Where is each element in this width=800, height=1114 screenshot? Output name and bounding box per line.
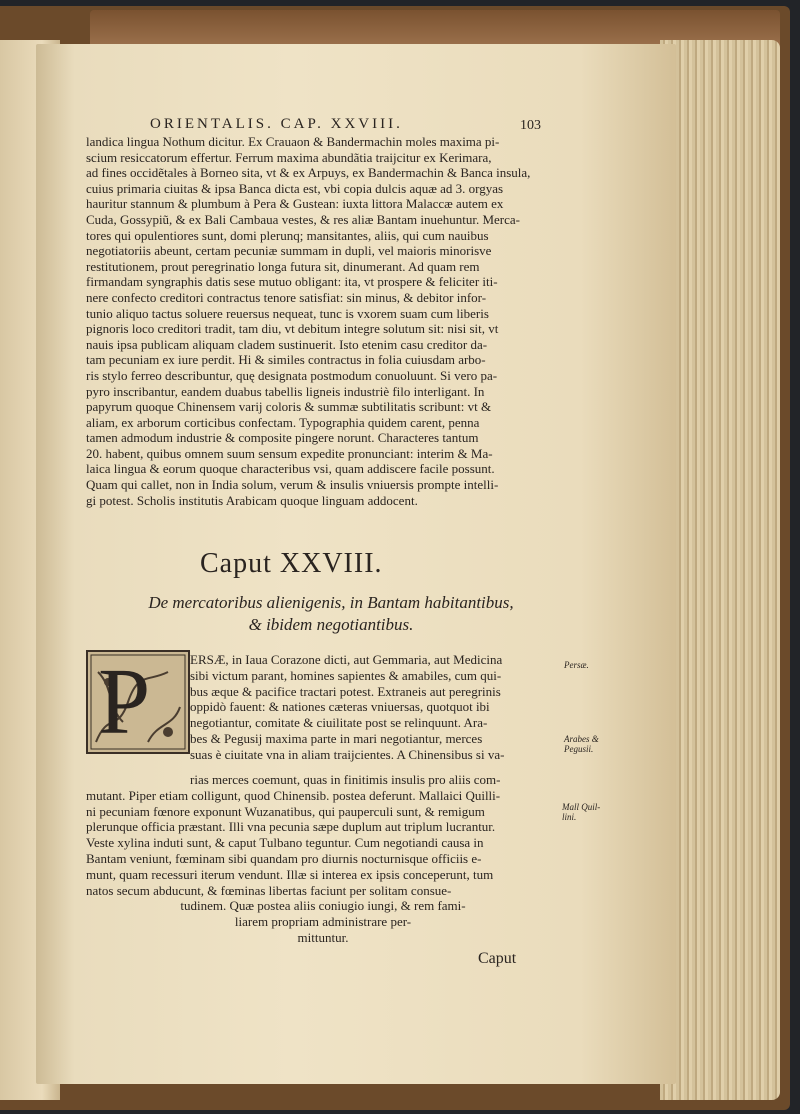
paragraph-continued <box>86 772 560 946</box>
text-line: negotiantur, comitate & ciuilitate post se relinquunt. Ara- <box>190 715 488 731</box>
catchword: Caput <box>478 950 517 967</box>
text-line: tudinem. Quæ postea aliis coniugio iungi, & rem fami- <box>180 898 466 914</box>
text-line: aliam, ex arborum corticibus confectam. Typographia quidem carent, penna <box>86 414 480 430</box>
subtitle-line: & ibidem negotiantibus. <box>248 615 414 634</box>
text-line: munt, quam recessuri iterum vendunt. Illæ si interea ex ipsis conceperunt, tum <box>86 866 494 882</box>
text-line: scium resiccatorum effertur. Ferrum maxima abundãtia traijcitur ex Kerimara, <box>86 149 492 165</box>
text-line: liarem propriam administrare per- <box>234 914 412 930</box>
text-line: Veste xylina induti sunt, & caput Tulbano teguntur. Cum negotiandi causa in <box>86 835 484 851</box>
text-line: Quam qui callet, non in India solum, verum & insulis vniuersis prompte intelli- <box>86 477 499 493</box>
text-line: ERSÆ, in Iaua Corazone dicti, aut Gemmaria, aut Medicina <box>190 652 503 667</box>
text-line: rias merces coemunt, quas in finitimis insulis pro aliis com- <box>190 772 501 787</box>
text-line: Bantam veniunt, fœminam sibi quandam pro diurnis nocturnisque officiis e- <box>86 850 482 866</box>
text-line: suas è ciuitate vna in aliam traijcientes. A Chinensibus si va- <box>190 746 505 762</box>
text-line: gi potest. Scholis institutis Arabicam quoque linguam addocent. <box>86 492 418 508</box>
initial-letter: P <box>98 650 151 754</box>
text-line: nauis ipsa publicam aliquam cladem sustinuerit. Isto etenim casu creditor da- <box>86 336 488 352</box>
text-line: tamen admodum industrie & composite pingere norunt. Characteres tantum <box>86 430 479 446</box>
text-line: bes & Pegusij maxima parte in mari negotiantur, merces <box>190 730 483 746</box>
text-line: negotiatoriis abeunt, certam pecuniæ summam in dupli, vel maioris minorisve <box>86 243 492 259</box>
page-stack <box>660 40 780 1100</box>
text-line: tores qui opulentiores sunt, domi plerunq; mansitantes, aliis, qui cum nauibus <box>86 227 489 243</box>
text-line: ad fines occidẽtales à Borneo sita, vt & ex Arpuys, ex Bandermachin & Banca insula, <box>86 165 531 181</box>
text-line: sibi victum parant, homines sapientes & amabiles, cum qui- <box>190 667 502 683</box>
text-line: plerunque officia præstant. Illi vna pecunia sæpe duplum aut triplum lucrantur. <box>86 819 496 835</box>
text-line: mutant. Piper etiam colligunt, quod Chinensib. postea deferunt. Mallaici Quilli- <box>86 787 501 803</box>
text-line: 20. habent, quibus omnem suum sensum expedite pronunciant: interim & Ma- <box>86 445 493 461</box>
text-line: tam pecuniam ex iure perdit. Hi & similes contractus in folia cuiusdam arbo- <box>86 352 486 368</box>
paragraph <box>190 652 560 763</box>
decorated-initial <box>86 650 190 754</box>
text-line: laica lingua & eorum quoque characteribus vsi, quam addiscere facile possunt. <box>86 461 495 477</box>
text-line: pyro inscribantur, eandem duabus tabellis ligneis industriè filo interligant. In <box>86 383 485 399</box>
text-line: nere confecto creditori contractus tenore satisfiat: sin minus, & debitor infor- <box>86 289 487 305</box>
running-title: ORIENTALIS. CAP. XXVIII. <box>150 116 403 132</box>
page-number: 103 <box>520 118 541 133</box>
text-line: ris stylo ferreo describuntur, quę designata postmodum conuoluunt. Si vero pa- <box>86 367 498 383</box>
text-line: restitutionem, prout peregrinatio longa futura sit, dinumerant. Ad quam rem <box>86 258 480 274</box>
text-line: hauritur stannum & plumbum à Pera & Gustean: iuxta littora Malaccæ autem ex <box>86 196 504 212</box>
text-line: bus æque & pacifice tractari potest. Extraneis aut peregrinis <box>190 683 501 699</box>
text-line: oppidò fauent: & nationes cæteras vniuersas, quotquot ibi <box>190 699 490 715</box>
text-line: firmandam syngraphis datis sese mutuo obligant: ita, vt prospere & feliciter iti- <box>86 274 498 290</box>
margin-note-persa: Persæ. <box>564 660 589 670</box>
text-line: Cuda, Gossypiũ, & ex Bali Cambaua vestes, & res aliæ Bantam inuehuntur. Merca- <box>86 211 520 227</box>
text-line: mittuntur. <box>297 929 349 945</box>
text-line: cuius primaria ciuitas & ipsa Banca dicta est, vbi copia dulcis aquæ ad 3. orgyas <box>86 180 504 196</box>
text-line: pignoris loco creditori tradit, tam diu, vt debitum integre solutum sit: nisi sit, vt <box>86 321 499 337</box>
subtitle-line: De mercatoribus alienigenis, in Bantam habitantibus, <box>148 593 514 612</box>
margin-note-mall: Mall Quil-lini. <box>562 802 601 822</box>
text-line: papyrum quoque Chinensem varij coloris & summæ subtilitatis scribunt: vt & <box>86 399 492 415</box>
text-line: tunio aliquo tactus soluere reuersus nequeat, tunc is vxorem suam cum liberis <box>86 305 489 321</box>
text-line: ni pecuniam fœnore exponunt Wuzanatibus, qui pauperculi sunt, & remigum <box>86 803 485 819</box>
body-text <box>86 134 578 508</box>
chapter-title: Caput XXVIII. <box>200 548 383 579</box>
margin-note-arabes: Arabes & Pegusii. <box>564 734 599 754</box>
text-line: natos secum abducunt, & fœminas libertas faciunt per solitam consue- <box>86 882 452 898</box>
text-line: landica lingua Nothum dicitur. Ex Crauaon & Bandermachin moles maxima pi- <box>86 134 500 149</box>
chapter-subtitle <box>96 592 566 636</box>
